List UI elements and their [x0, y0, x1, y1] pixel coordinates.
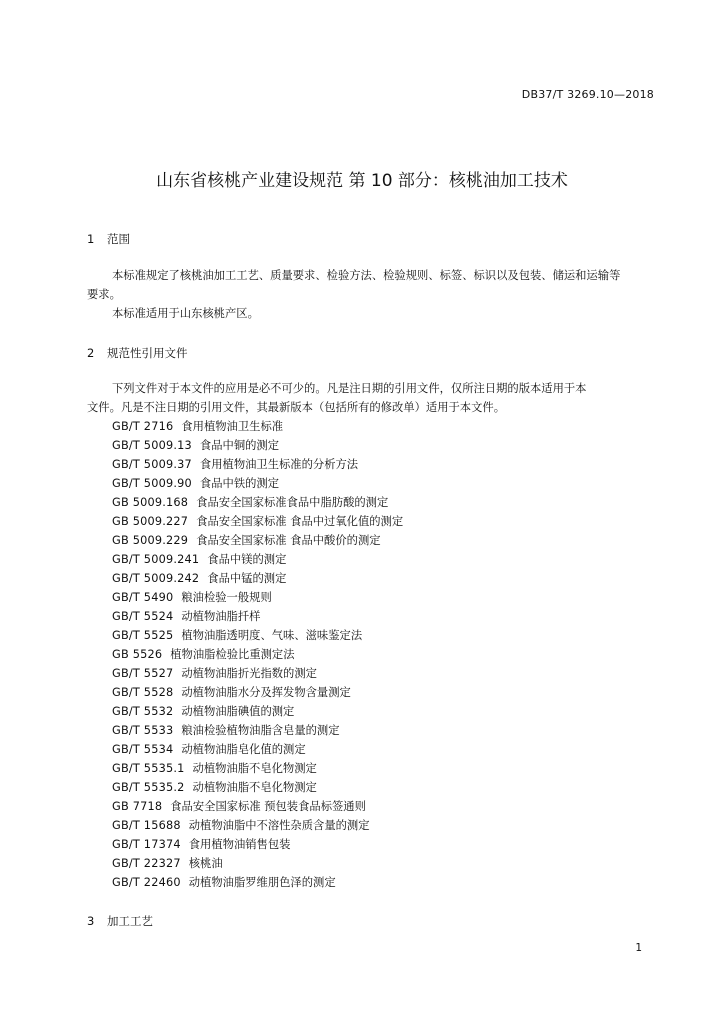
reference-title: 食品安全国家标准 食品中酸价的测定 [196, 534, 381, 547]
reference-item [112, 740, 403, 759]
section-heading-normative [87, 345, 188, 361]
reference-code: GB/T 5535.1 [112, 762, 185, 775]
reference-title: 食品中铁的测定 [199, 477, 280, 490]
reference-title: 食品中铜的测定 [199, 439, 280, 452]
reference-code: GB 5009.229 [112, 534, 189, 547]
scope-applicability-text: 本标准适用于山东核桃产区。 [112, 307, 259, 320]
reference-code: GB/T 5528 [112, 686, 174, 699]
reference-item [112, 797, 403, 816]
reference-code: GB/T 5009.90 [112, 477, 192, 490]
reference-code: GB/T 5490 [112, 591, 174, 604]
reference-title: 动植物油脂不皂化物测定 [192, 762, 317, 775]
reference-item [112, 721, 403, 740]
reference-item [112, 455, 403, 474]
reference-code: GB/T 5525 [112, 629, 174, 642]
reference-code: GB/T 2716 [112, 420, 174, 433]
reference-code: GB/T 5524 [112, 610, 174, 623]
section-number: 2 [87, 346, 95, 360]
reference-item [112, 474, 403, 493]
section-heading-scope [87, 231, 130, 247]
reference-title: 动植物油脂中不溶性杂质含量的测定 [188, 819, 370, 832]
section-number: 3 [87, 914, 95, 928]
reference-item [112, 493, 403, 512]
reference-title: 动植物油脂皂化值的测定 [181, 743, 306, 756]
page-number: 1 [635, 942, 642, 954]
reference-title: 食品安全国家标准 预包装食品标签通则 [170, 800, 366, 813]
reference-code: GB 5009.227 [112, 515, 189, 528]
reference-code: GB/T 22460 [112, 876, 181, 889]
reference-code: GB/T 5009.37 [112, 458, 192, 471]
scope-paragraph [87, 266, 657, 323]
scope-text-line: 本标准规定了核桃油加工工艺、质量要求、检验方法、检验规则、标签、标识以及包装、储运和运输等 [112, 269, 621, 282]
reference-item [112, 569, 403, 588]
section-title: 加工工艺 [107, 914, 153, 928]
reference-item [112, 778, 403, 797]
reference-code: GB 5009.168 [112, 496, 189, 509]
reference-title: 动植物油脂碘值的测定 [181, 705, 295, 718]
reference-title: 动植物油脂罗维朋色泽的测定 [188, 876, 336, 889]
reference-title: 动植物油脂不皂化物测定 [192, 781, 317, 794]
reference-item [112, 702, 403, 721]
reference-item [112, 436, 403, 455]
normative-intro-paragraph [87, 379, 657, 417]
reference-title: 食品中镁的测定 [207, 553, 287, 566]
reference-list [112, 417, 403, 892]
reference-code: GB 5526 [112, 648, 163, 661]
reference-title: 食用植物油卫生标准的分析方法 [199, 458, 359, 471]
reference-code: GB/T 22327 [112, 857, 181, 870]
reference-title: 粮油检验一般规则 [181, 591, 272, 604]
section-number: 1 [87, 232, 95, 246]
reference-item [112, 759, 403, 778]
reference-item [112, 588, 403, 607]
reference-code: GB/T 5534 [112, 743, 174, 756]
reference-code: GB/T 15688 [112, 819, 181, 832]
reference-item [112, 835, 403, 854]
document-code: DB37/T 3269.10—2018 [521, 88, 654, 101]
reference-code: GB/T 5009.241 [112, 553, 200, 566]
section-title: 范围 [107, 232, 130, 246]
reference-item [112, 417, 403, 436]
reference-title: 粮油检验植物油脂含皂量的测定 [181, 724, 340, 737]
reference-code: GB/T 5532 [112, 705, 174, 718]
reference-item [112, 512, 403, 531]
reference-item [112, 607, 403, 626]
intro-text-line: 文件。凡是不注日期的引用文件，其最新版本（包括所有的修改单）适用于本文件。 [87, 401, 505, 414]
reference-item [112, 626, 403, 645]
reference-title: 核桃油 [188, 857, 223, 870]
reference-title: 食用植物油卫生标准 [181, 420, 284, 433]
reference-code: GB/T 5009.242 [112, 572, 200, 585]
reference-title: 动植物油脂水分及挥发物含量测定 [181, 686, 351, 699]
reference-title: 植物油脂透明度、气味、滋味鉴定法 [181, 629, 363, 642]
reference-code: GB/T 5527 [112, 667, 174, 680]
reference-code: GB/T 5009.13 [112, 439, 192, 452]
reference-item [112, 550, 403, 569]
reference-title: 食品中锰的测定 [207, 572, 287, 585]
section-title: 规范性引用文件 [107, 346, 188, 360]
reference-item [112, 683, 403, 702]
reference-code: GB/T 17374 [112, 838, 181, 851]
reference-item [112, 645, 403, 664]
reference-item [112, 816, 403, 835]
reference-title: 动植物油脂扦样 [181, 610, 261, 623]
intro-text-line: 下列文件对于本文件的应用是必不可少的。凡是注日期的引用文件，仅所注日期的版本适用于本 [112, 382, 587, 395]
reference-title: 食品安全国家标准食品中脂肪酸的测定 [196, 496, 389, 509]
reference-code: GB/T 5533 [112, 724, 174, 737]
reference-code: GB 7718 [112, 800, 163, 813]
reference-item [112, 873, 403, 892]
reference-title: 植物油脂检验比重测定法 [170, 648, 295, 661]
reference-title: 动植物油脂折光指数的测定 [181, 667, 317, 680]
reference-title: 食用植物油销售包装 [188, 838, 291, 851]
scope-text-line: 要求。 [87, 288, 121, 301]
reference-item [112, 854, 403, 873]
reference-title: 食品安全国家标准 食品中过氧化值的测定 [196, 515, 404, 528]
reference-item [112, 531, 403, 550]
document-title: 山东省核桃产业建设规范 第 10 部分：核桃油加工技术 [156, 171, 568, 191]
section-heading-process [87, 913, 153, 929]
reference-code: GB/T 5535.2 [112, 781, 185, 794]
reference-item [112, 664, 403, 683]
